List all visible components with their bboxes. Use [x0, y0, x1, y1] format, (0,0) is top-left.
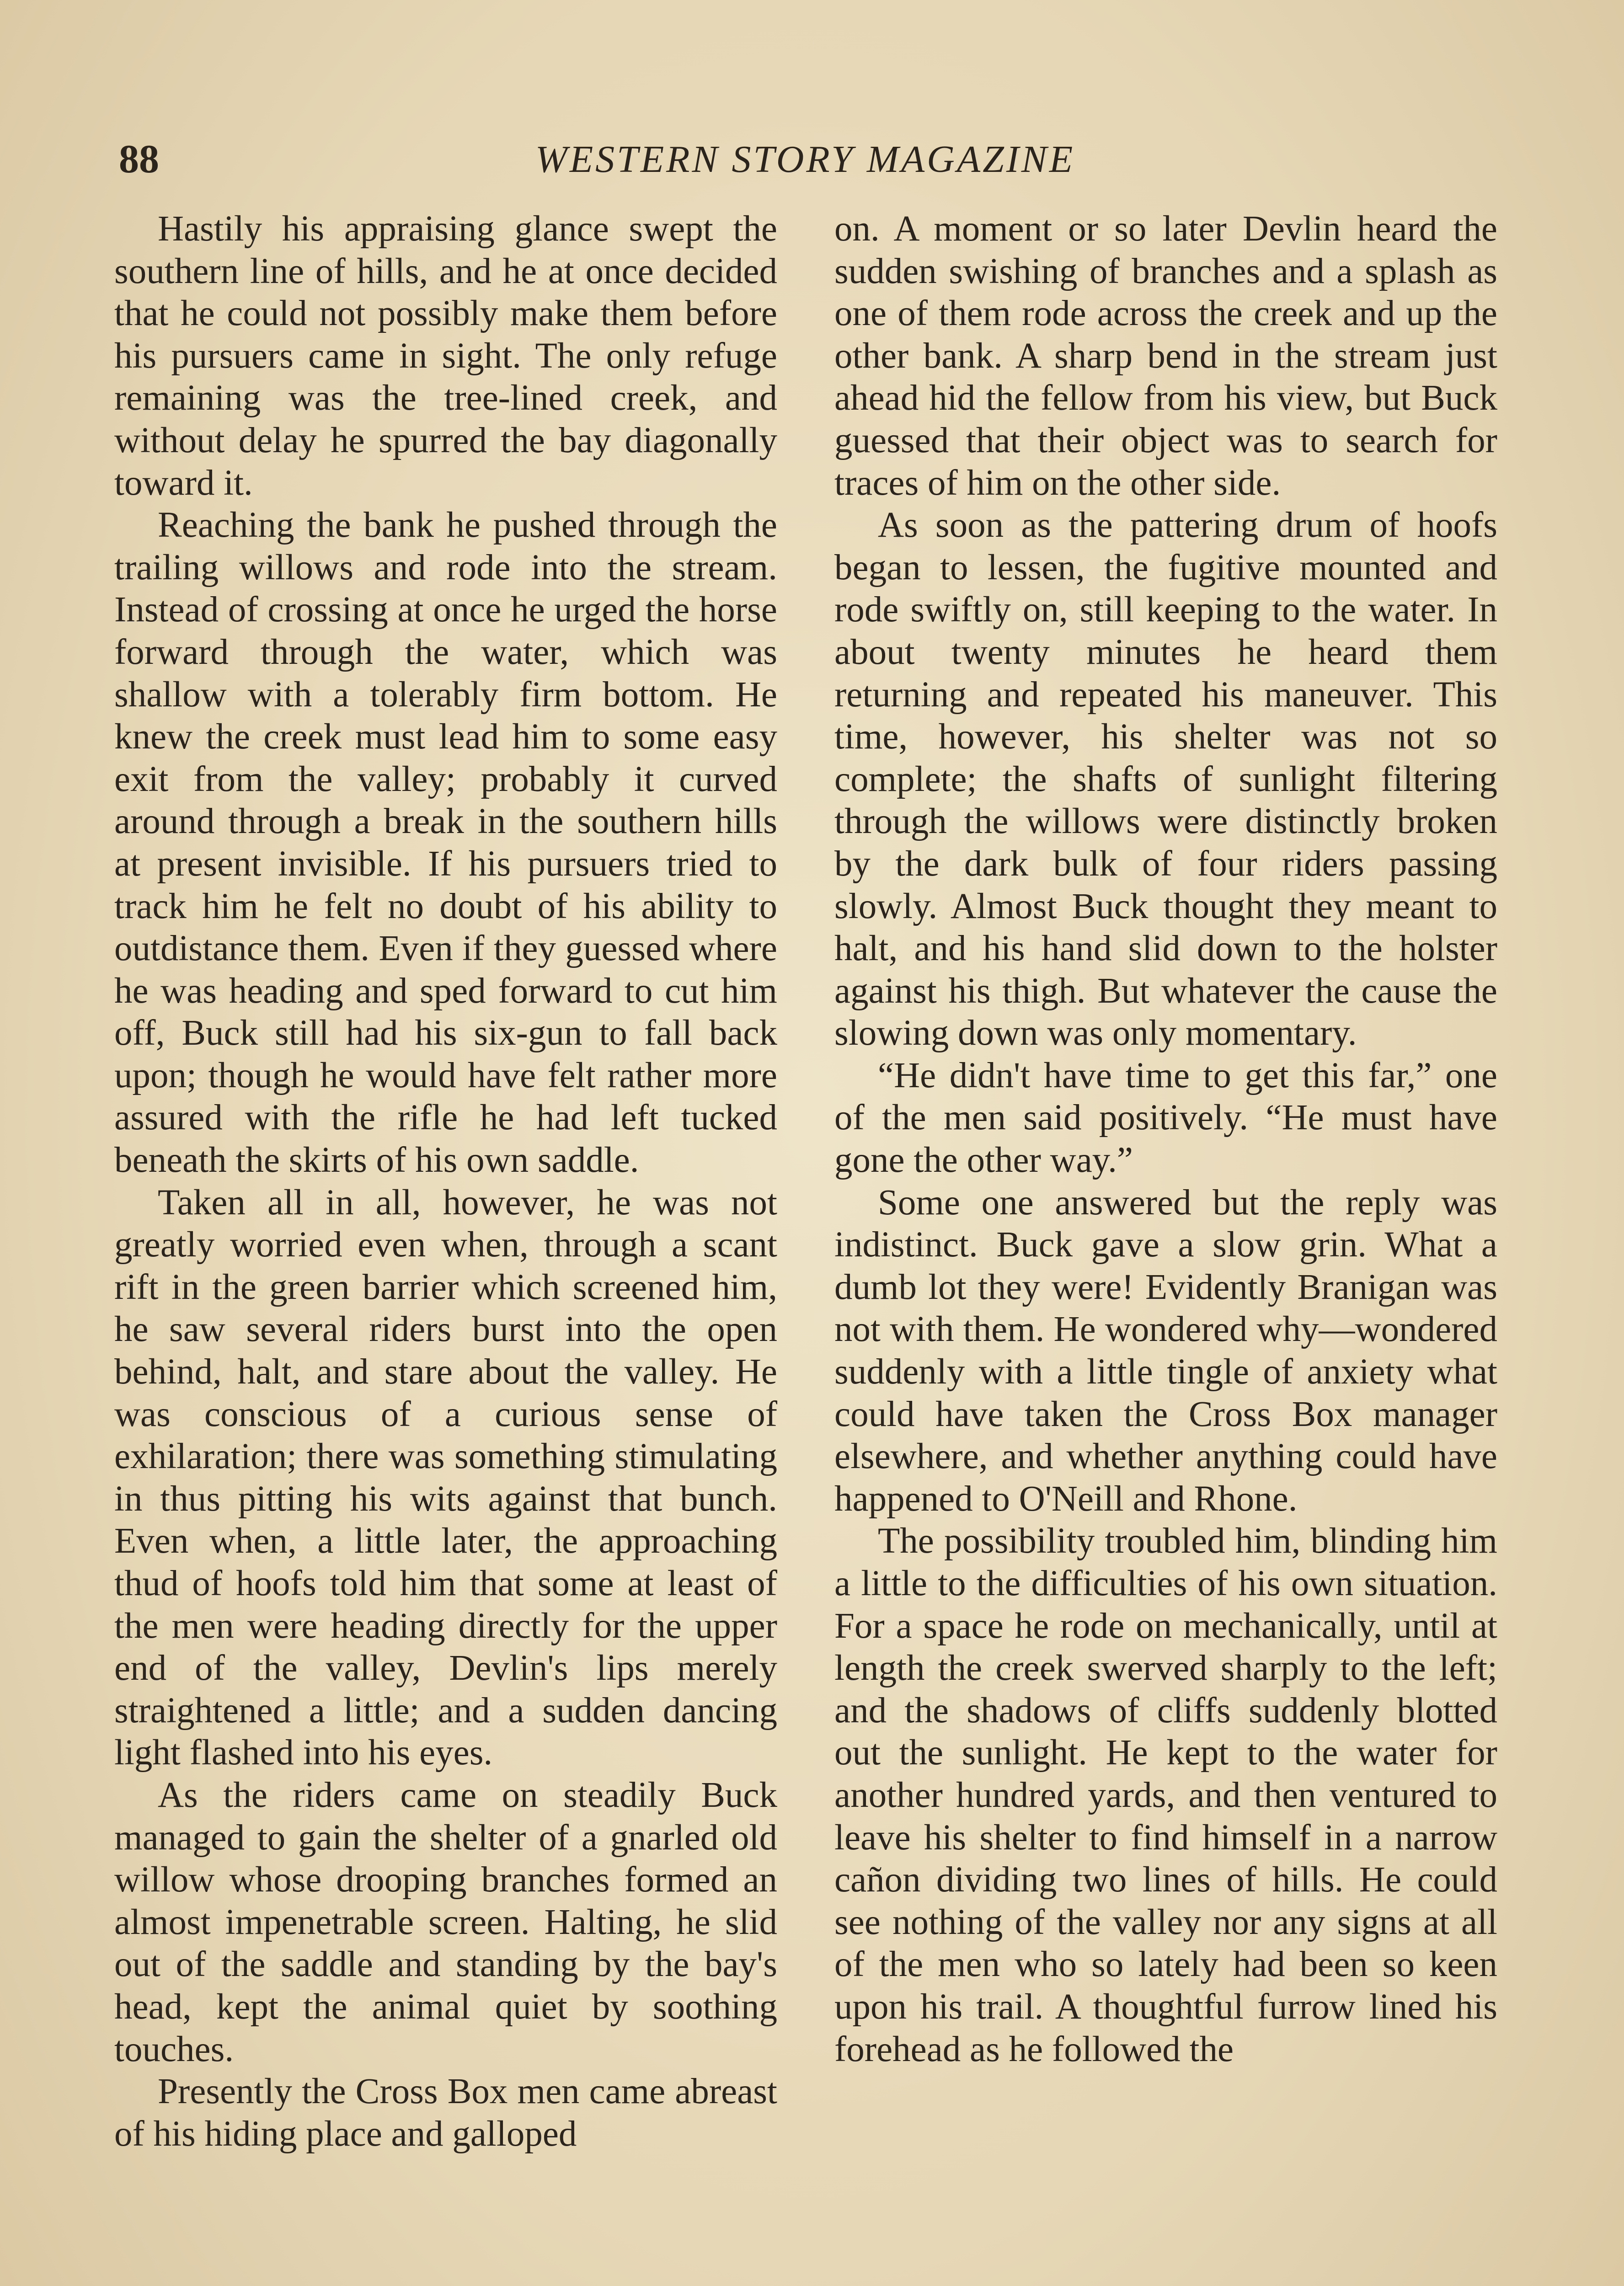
right-column [834, 208, 1497, 2286]
magazine-title: WESTERN STORY MAGAZINE [535, 138, 1075, 181]
paragraph: As the riders came on steadily Buck managed to gain the shelter of a gnarled old willow whose drooping branches formed an almost impenetrable screen. Halting, he slid out of the saddle and standing by the bay's head, kept the animal quiet by soothing touches. [114, 1775, 777, 2069]
paragraph: The possibility troubled him, blinding him a little to the difficulties of his own situation. For a space he rode on mechanically, until at length the creek swerved sharply to the left; and the shadows of cliffs suddenly blotted out the sunlight. He kept to the water for another hundred yards, and then ventured to leave his shelter to find himself in a narrow cañon dividing two lines of hills. He could see nothing of the valley nor any signs at all of the men who so lately had been so keen upon his trail. A thoughtful furrow lined his forehead as he followed the [834, 1521, 1497, 2069]
paragraph: Hastily his appraising glance swept the southern line of hills, and he at once decided that he could not possibly make them before his pursuers came in sight. The only refuge remaining was the tree-lined creek, and without delay he spurred the bay diagonally toward it. [114, 209, 777, 503]
paragraph-continuation: on. A moment or so later Devlin heard the sudden swishing of branches and a splash as one of them rode across the creek and up the other bank. A sharp bend in the stream just ahead hid the fellow from his view, but Buck guessed that their object was to search for traces of him on the other side. [834, 209, 1497, 503]
paragraph: Presently the Cross Box men came abreast of his hiding place and galloped [114, 2072, 777, 2154]
paragraph: “He didn't have time to get this far,” one of the men said positively. “He must have gone the other way.” [834, 1055, 1497, 1180]
paragraph: Reaching the bank he pushed through the trailing willows and rode into the stream. Instead of crossing at once he urged the horse forward through the water, which was shallow with a tolerably firm bottom. He knew the creek must lead him to some easy exit from the valley; probably it curved around through a break in the southern hills at present invisible. If his pursuers tried to track him he felt no doubt of his ability to outdistance them. Even if they guessed where he was heading and sped forward to cut him off, Buck still had his six-gun to fall back upon; though he would have felt rather more assured with the rifle he had left tucked beneath the skirts of his own saddle. [114, 505, 777, 1180]
paragraph: Some one answered but the reply was indistinct. Buck gave a slow grin. What a dumb lot they were! Evidently Branigan was not with them. He wondered why—wondered suddenly with a little tingle of anxiety what could have taken the Cross Box manager elsewhere, and whether anything could have happened to O'Neill and Rhone. [834, 1182, 1497, 1519]
left-column [114, 208, 777, 2286]
paragraph: Taken all in all, however, he was not greatly worried even when, through a scant rift in the green barrier which screened him, he saw several riders burst into the open behind, halt, and stare about the valley. He was conscious of a curious sense of exhilaration; there was something stimulating in thus pitting his wits against that bunch. Even when, a little later, the approaching thud of hoofs told him that some at least of the men were heading directly for the upper end of the valley, Devlin's lips merely straightened a little; and a sudden dancing light flashed into his eyes. [114, 1182, 777, 1773]
paragraph: As soon as the pattering drum of hoofs began to lessen, the fugitive mounted and rode swiftly on, still keeping to the water. In about twenty minutes he heard them returning and repeated his maneuver. This time, however, his shelter was not so complete; the shafts of sunlight filtering through the willows were distinctly broken by the dark bulk of four riders passing slowly. Almost Buck thought they meant to halt, and his hand slid down to the holster against his thigh. But whatever the cause the slowing down was only momentary. [834, 505, 1497, 1053]
page-number: 88 [119, 137, 159, 182]
page-header [114, 133, 1496, 192]
